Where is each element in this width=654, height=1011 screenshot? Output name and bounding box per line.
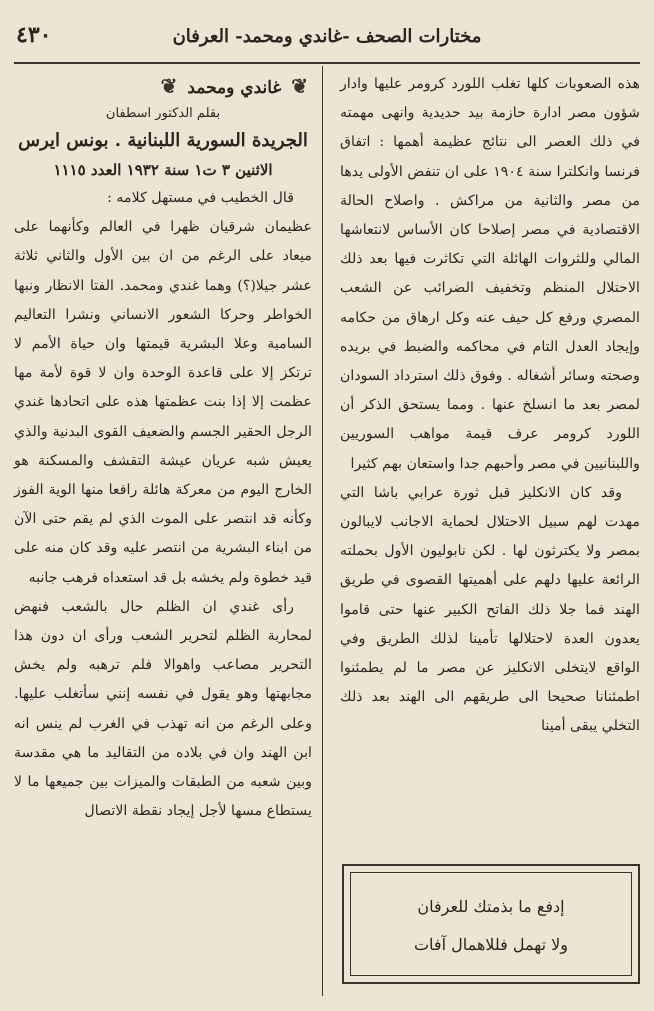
- article-heading: [14, 70, 312, 102]
- proverb-inner-frame: [350, 872, 632, 976]
- column-divider: [322, 66, 323, 996]
- left-column: [14, 70, 312, 1000]
- flourish-ornament-icon: ❦: [291, 74, 308, 98]
- proverb-line-2: ولا تهمل فللاهمال آفات: [413, 935, 568, 954]
- page-number: ٤٣٠: [16, 22, 52, 48]
- right-column: [340, 70, 640, 1000]
- source-title: الجريدة السورية اللبنانية . بونس ايرس: [18, 130, 308, 151]
- source-meta: الاثنين ٣ ت١ سنة ١٩٣٢ العدد ١١١٥: [53, 161, 273, 179]
- proverb-line-1: إدفع ما بذمتك للعرفان: [417, 897, 565, 916]
- paragraph: هذه الصعوبات كلها تغلب اللورد كرومر عليها وادار شؤون مصر ادارة حازمة بيد حديدية وانهى مهمته في ذلك العصر الى نتائج عظيمة أهمها : اتفاق فرنسا وانكلترا سنة ١٩٠٤ على ان تنفض الأولى يدها من مصر والثانية من مراكش . واصلاح الحالة الاقتصادية في مصر إصلاحا كان الأساس لانتعاشها المالي وللثروات الهائلة التي تكاثرت فيها بعد ذلك الاحتلال المنظم وتخفيف الضرائب عن الشعب المصري ورفع كل حيف عنه وكل ارهاق من حكامه وإيجاد العدل التام في محاكمه والضبط في بريده وصحته وسائر أشغاله . وفوق ذلك استرداد السودان لمصر بعد ما انسلخ عنها . ومما يستحق الذكر أن اللورد كرومر عرف قيمة مواهب السوريين واللبنانيين في مصر وأحبهم جدا واستعان بهم كثيرا: [340, 76, 640, 472]
- byline: بقلم الدكتور اسطفان: [105, 106, 221, 121]
- paragraph: عظيمان شرقيان ظهرا في العالم وكأنهما على ميعاد على الرغم من ان بين الأول والثاني ثلاثة عشر جيلا(؟) وهما غندي ومحمد. الفتا الانظار ونبها الخواطر وحركا الشعور الانساني ونشرا التعاليم السامية وعلا البشرية قيمتها وان حياة الأمم لا ترتكز إلا على قاعدة الوحدة وان لا قوة لأمة مها عظمت إلا إذا بنت عظمتها هذه على اتحادها غندي الرجل الحقير الجسم والضعيف القوى البدنية والذي يعيش شبه عريان عيشة التقشف والمسكنة هو الخارج اليوم من معركة هائلة رافعا منها الوية الفوز وكأنه قد انتصر على الموت الذي لم يقم حتى الآن من ابناء البشرية من انتصر عليه وقد كان منه على قيد خطوة ولم يخشه بل قد استعداه فرهب جانبه: [14, 219, 312, 586]
- article-title: غاندي ومحمد: [187, 78, 282, 98]
- page-header: [14, 20, 640, 64]
- paragraph: رأى غندي ان الظلم حال بالشعب فنهض لمحاربة الظلم لتحرير الشعب ورأى ان دون هذا التحرير مصاعب واهوالا فلم ترهبه ولم يخش مجابهتها وهو يقول في نفسه إنني سأتغلب عليها. وعلى الرغم من انه تهذب في الغرب لم ينس انه ابن الهند وان في بلاده من التقاليد ما هي مقدسة وبين شعبه من الطبقات والميزات بين جميعها ما لا يستطاع مسها لأجل إيجاد نقطة الاتصال: [14, 598, 312, 820]
- proverb-box: [342, 864, 640, 984]
- paragraph: وقد كان الانكليز قبل ثورة عرابي باشا التي مهدت لهم سبيل الاحتلال لحماية الاجانب لايبالون بمصر ولا يكترثون لها . لكن نابوليون الأول بحملته الرائعة عليها دلهم على أهميتها القصوى في طريق الهند فما جلا ذلك الفاتح الكبير عنها حتى قاموا يعدون العدة لاحتلالها تأمينا لذلك الطريق وفي الواقع لايتخلى الانكليز عن مصر ما لم يطمئنوا اطمئنانا صحيحا الى طريقهم الى الهند بعد ذلك التخلي يبقى أمينا: [340, 484, 640, 735]
- running-title: مختارات الصحف -غاندي ومحمد- العرفان: [172, 26, 482, 47]
- flourish-ornament-icon: ❦: [160, 74, 178, 98]
- intro-line: قال الخطيب في مستهل كلامه :: [107, 190, 294, 206]
